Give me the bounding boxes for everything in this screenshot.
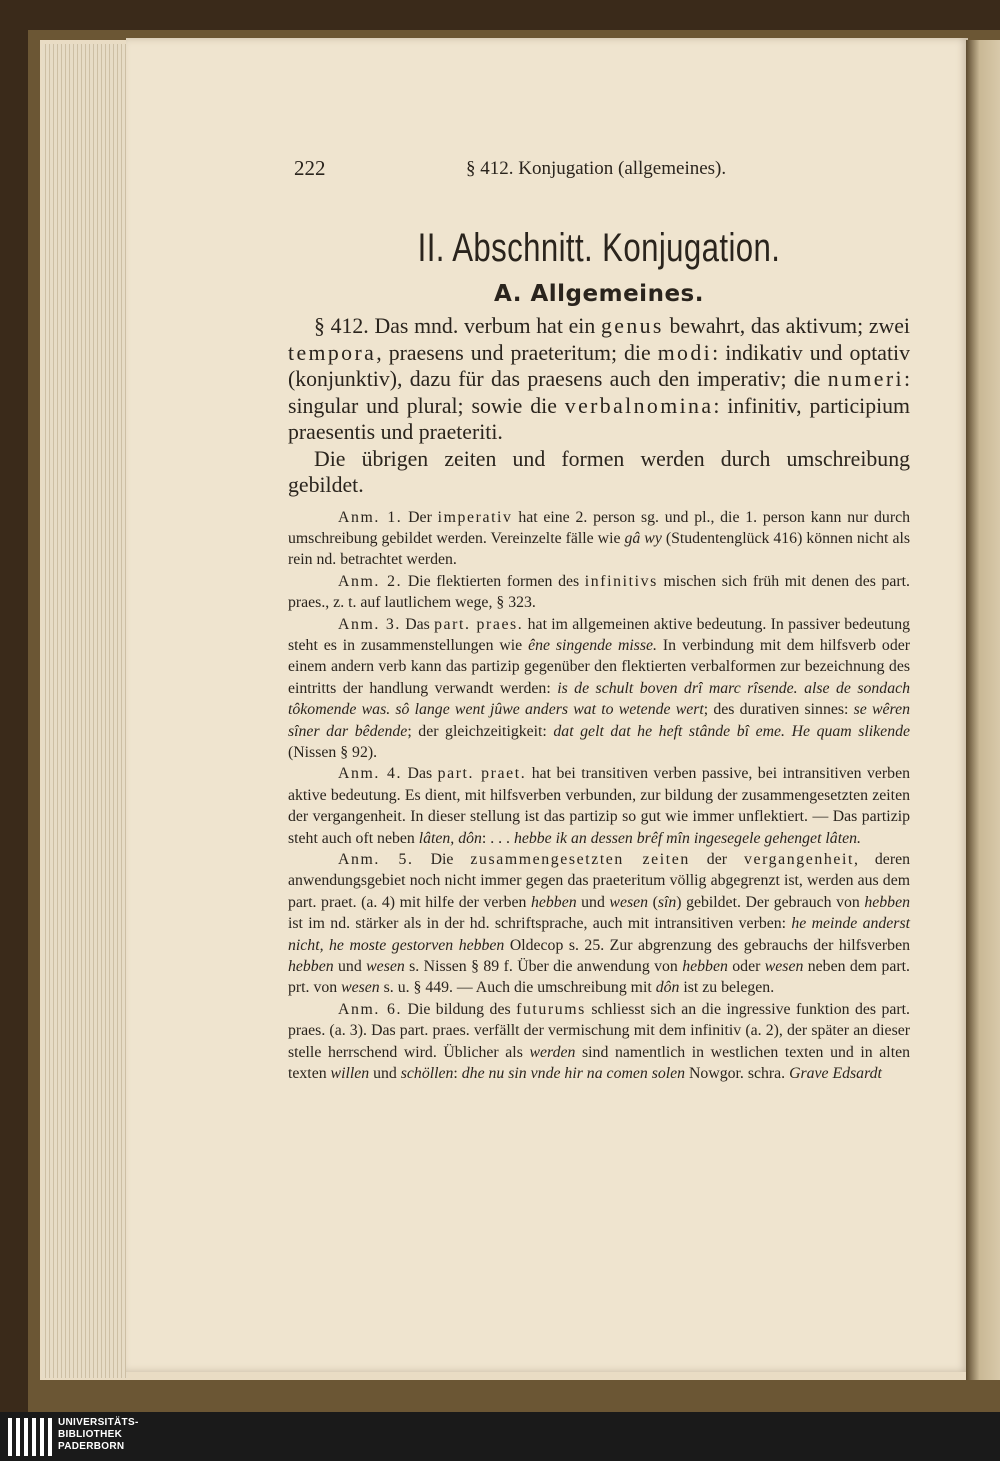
note-5: Anm. 5. Die zusammengesetzten zeiten der vergangenheit, deren anwendungsgebiet noch nicht immer gegen das praeteritum völlig abgegrenzt ist, werden aus dem part. praet. (a. 4) mit hilfe der verben hebben und wesen (sîn) gebildet. Der gebrauch von hebben ist im nd. stärker als in der hd. schriftsprache, auch mit intransitiven verben: he meinde anderst nicht, he moste gestorven hebben Oldecop s. 25. Zur abgrenzung des gebrauchs der hilfsverben hebben und wesen s. Nissen § 89 f. Über die anwendung von hebben oder wesen neben dem part. prt. von wesen s. u. § 449. — Auch die umschreibung mit dôn ist zu belegen. [288,851,911,997]
page-edges [42,44,128,1378]
page-text [288,150,910,1084]
paragraph-umschreibung: Die übrigen zeiten und formen werden durch umschreibung gebildet. [288,446,910,497]
running-head [288,150,910,190]
running-head-title: § 412. Konjugation (allgemeines). [466,158,727,179]
section-title: A. Allgemeines. [494,281,704,307]
library-logo-icon [8,1418,52,1456]
library-name: UNIVERSITÄTS- BIBLIOTHEK PADERBORN [58,1417,139,1452]
note-2: Anm. 2. Die flektierten formen des infinitivs mischen sich früh mit denen des part. praes., z. t. auf lautlichem wege, § 323. [288,572,911,612]
chapter-title: II. Abschnitt. Konjugation. [417,226,781,270]
page-number: 222 [294,156,326,180]
facing-page-edge [966,40,1000,1380]
note-1: Anm. 1. Der imperativ hat eine 2. person sg. und pl., die 1. person kann nur durch umschreibung gebildet werden. Vereinzelte fälle wie gâ wy (Studentenglück 416) können nicht als rein nd. betrachtet werden. [288,508,911,569]
note-3: Anm. 3. Das part. praes. hat im allgemeinen aktive bedeutung. In passiver bedeutung steht es in zusammenstellungen wie êne singende misse. In verbindung mit dem hilfsverb oder einem andern verb kann das partizip gegenüber den flektierten verbalformen zur bezeichnung des eintritts der handlung verwandt werden: is de schult boven drî marc rîsende. alse de sondach tôkomende was. sô lange went jûwe anders wat to wetende wert; des durativen sinnes: se wêren sîner dar bêdende; der gleichzeitigkeit: dat gelt dat he heft stânde bî eme. He quam slikende (Nissen § 92). [288,615,911,761]
library-footer-bar [0,1412,1000,1461]
note-4: Anm. 4. Das part. praet. hat bei transitiven verben passive, bei intransitiven verben aktive bedeutung. Es dient, mit hilfsverben verbunden, zur bildung der zusammengesetzten zeiten der vergangenheit. In dieser stellung ist das partizip so gut wie immer unflektiert. — Das partizip steht auch oft neben lâten, dôn: . . . hebbe ik an dessen brêf mîn ingesegele gehenget lâten. [288,765,910,847]
paragraph-412: § 412. Das mnd. verbum hat ein genus bewahrt, das aktivum; zwei tempora, praesens und praeteritum; die modi: indikativ und optativ (konjunktiv), dazu für das praesens auch den imperativ; die numeri: singular und plural; sowie die verbalnomina: infinitiv, participium praesentis und praeteriti. [288,314,910,444]
note-6: Anm. 6. Die bildung des futurums schliesst sich an die ingressive funktion des part. praes. (a. 3). Das part. praes. verfällt der vermischung mit dem infinitiv (a. 2), der später an dieser stelle herrschend wird. Üblicher als werden sind namentlich in westlichen texten und in alten texten willen und schöllen: dhe nu sin vnde hir na comen solen Nowgor. schra. Grave Edsardt [288,1000,910,1083]
